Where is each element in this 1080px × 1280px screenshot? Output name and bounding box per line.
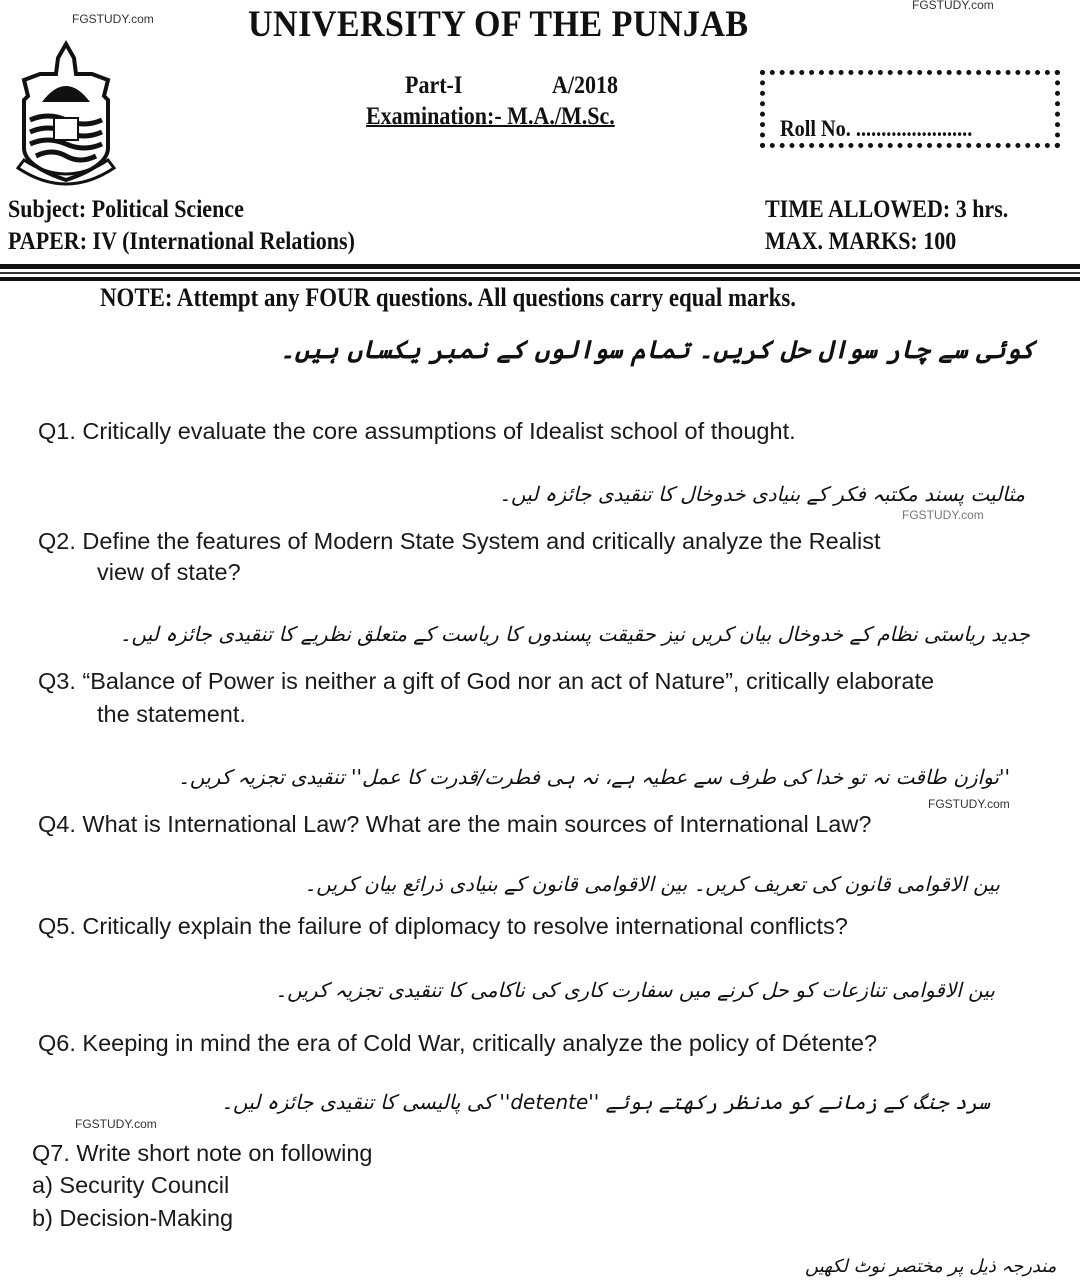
examination-label: Examination:- M.A./M.Sc. [366, 103, 615, 130]
watermark: FGSTUDY.com [902, 508, 984, 522]
question-7-item-b: b) Decision-Making [32, 1205, 234, 1231]
divider [0, 277, 1080, 281]
question-4: Q4. What is International Law? What are the main sources of International Law? [38, 811, 872, 837]
note-urdu: کوئی سے چار سوال حل کریں۔ تمام سوالوں کے نمبر یکساں ہیں۔ [280, 335, 1035, 364]
exam-session: A/2018 [552, 72, 618, 99]
question-3: Q3. “Balance of Power is neither a gift of God nor an act of Nature”, critically elaborate [38, 668, 935, 694]
note-instructions: NOTE: Attempt any FOUR questions. All questions carry equal marks. [100, 283, 796, 312]
question-7-urdu: مندرجہ ذیل پر مختصر نوٹ لکھیں [805, 1256, 1057, 1277]
question-2-cont: view of state? [97, 559, 241, 585]
question-6: Q6. Keeping in mind the era of Cold War, critically analyze the policy of Détente? [38, 1030, 878, 1056]
question-2-urdu: جدید ریاستی نظام کے خدوخال بیان کریں نیز حقیقت پسندوں کا ریاست کے متعلق نظریے کا تنقیدی جائزہ لیں۔ [119, 622, 1030, 646]
question-1-urdu: مثالیت پسند مکتبہ فکر کے بنیادی خدوخال کا تنقیدی جائزہ لیں۔ [499, 482, 1025, 506]
question-1: Q1. Critically evaluate the core assumptions of Idealist school of thought. [38, 418, 796, 444]
question-5: Q5. Critically explain the failure of diplomacy to resolve international conflicts? [38, 913, 848, 939]
max-marks: MAX. MARKS: 100 [765, 228, 957, 255]
question-3-urdu: ''توازن طاقت نہ تو خدا کی طرف سے عطیہ ہے، نہ ہی فطرت/قدرت کا عمل'' تنقیدی تجزیہ کریں۔ [178, 765, 1010, 789]
divider [0, 264, 1080, 269]
roll-number-field: Roll No. ....................... [780, 116, 973, 141]
subject-label: Subject: Political Science [8, 196, 244, 223]
watermark: FGSTUDY.com [72, 12, 154, 26]
watermark: FGSTUDY.com [75, 1117, 157, 1131]
watermark: FGSTUDY.com [912, 0, 994, 12]
question-7-item-a: a) Security Council [32, 1172, 230, 1198]
question-3-cont: the statement. [97, 701, 246, 727]
question-5-urdu: بین الاقوامی تنازعات کو حل کرنے میں سفارت کاری کی ناکامی کا تنقیدی تجزیہ کریں۔ [275, 978, 995, 1002]
divider [0, 272, 1080, 274]
watermark: FGSTUDY.com [928, 797, 1010, 811]
question-6-urdu: سرد جنگ کے زمانے کو مدنظر رکھتے ہوئے ''detente'' کی پالیسی کا تنقیدی جائزہ لیں۔ [221, 1090, 990, 1114]
time-allowed: TIME ALLOWED: 3 hrs. [765, 196, 1009, 223]
university-title: UNIVERSITY OF THE PUNJAB [248, 4, 749, 45]
exam-part: Part-I [405, 72, 463, 99]
paper-label: PAPER: IV (International Relations) [8, 228, 355, 255]
question-2: Q2. Define the features of Modern State System and critically analyze the Realist [38, 528, 881, 554]
university-crest-logo [12, 40, 120, 190]
question-4-urdu: بین الاقوامی قانون کی تعریف کریں۔ بین الاقوامی قانون کے بنیادی ذرائع بیان کریں۔ [304, 872, 1000, 896]
question-7: Q7. Write short note on following [32, 1140, 373, 1166]
